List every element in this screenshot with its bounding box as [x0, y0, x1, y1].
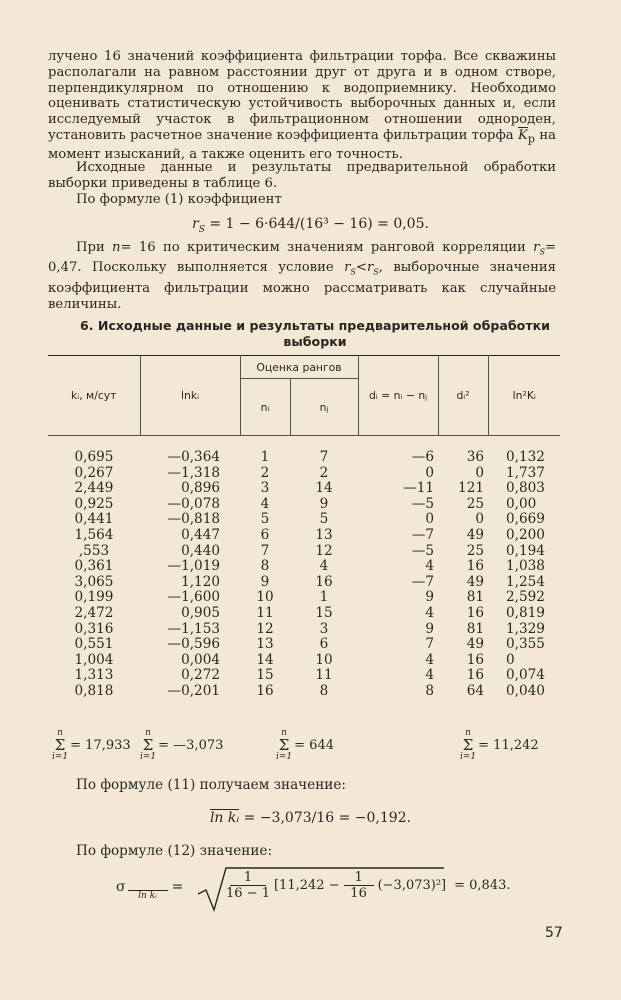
table-cell: ,553: [78, 542, 110, 559]
table-cell: 0,819: [506, 604, 545, 621]
table-cell: —5: [411, 495, 434, 512]
table-cell: 0: [425, 511, 434, 528]
table-cell: 49: [466, 636, 484, 653]
table-cell: 2: [319, 464, 329, 481]
table-cell: 121: [458, 480, 484, 497]
table-cell: 5: [260, 511, 270, 528]
table-cell: 0,803: [506, 480, 545, 497]
table-cell: 2: [260, 464, 270, 481]
table-cell: 13: [256, 636, 274, 653]
table-cell: 36: [466, 449, 484, 465]
table-cell: 7: [319, 449, 329, 465]
table-cell: 4: [260, 495, 270, 512]
header-k: kᵢ, м/сут: [48, 356, 140, 436]
sum-lnk: n Σ i=1 = —3,073: [140, 728, 224, 762]
table-cell: 4: [425, 558, 434, 575]
table-cell: 1,737: [506, 464, 545, 481]
table-cell: 14: [256, 651, 274, 668]
formula-mean-lnk: ln kᵢ = −3,073/16 = −0,192.: [209, 810, 412, 826]
table-cell: 81: [466, 589, 484, 606]
table-cell: 0,355: [506, 636, 545, 653]
table-cell: 15: [315, 604, 333, 621]
table-cell: 0,896: [181, 480, 220, 497]
table-cell: 11: [256, 604, 274, 621]
table-cell: 2,472: [74, 604, 114, 621]
table-cell: —0,364: [167, 449, 220, 465]
header-d2: dᵢ²: [438, 356, 488, 436]
table-cell: 0,440: [181, 542, 220, 559]
table-cell: 0,040: [506, 682, 545, 699]
table-cell: 0: [475, 511, 484, 528]
table-cell: —0,078: [167, 495, 220, 512]
intro-paragraph-2: Исходные данные и результаты предварительной обработки выборки приведены в таблице 6.: [48, 160, 556, 191]
table-cell: —1,318: [167, 464, 220, 481]
table-cell: —5: [411, 542, 434, 559]
table-cell: 16: [256, 682, 274, 699]
header-ln2k: ln²Kᵢ: [488, 356, 560, 436]
sum-d2: n Σ i=1 = 644: [276, 728, 334, 762]
table-cell: 9: [425, 589, 434, 606]
table-cell: 9: [260, 573, 270, 590]
table-cell: 5: [319, 511, 329, 528]
table-cell: 25: [466, 542, 484, 559]
table-cell: —1,019: [167, 558, 220, 575]
formula11-text: По формуле (11) получаем значение:: [76, 777, 346, 793]
table-cell: 49: [466, 526, 484, 543]
table-cell: —1,600: [167, 589, 220, 606]
table-cell: 12: [315, 542, 333, 559]
table-cell: 9: [425, 620, 434, 637]
table-row: [48, 544, 560, 560]
table-row: [48, 575, 560, 591]
table-caption: 6. Исходные данные и результаты предварительной обработки выборки: [79, 318, 551, 349]
table-cell: 0,695: [74, 449, 114, 465]
table-cell: —11: [403, 480, 434, 497]
table-cell: 3,065: [74, 573, 114, 590]
table-cell: 64: [466, 682, 484, 699]
table-cell: 12: [256, 620, 274, 637]
table-cell: 2,449: [74, 480, 114, 497]
table-cell: —0,818: [167, 511, 220, 528]
table-cell: 1,038: [506, 558, 545, 575]
table-cell: 0,361: [74, 558, 114, 575]
kp-subscript: р: [527, 132, 535, 146]
table-cell: 6: [260, 526, 270, 543]
table-cell: 1: [319, 589, 329, 606]
table-cell: 1,329: [506, 620, 545, 637]
table-cell: 14: [315, 480, 333, 497]
table-cell: 0: [506, 651, 515, 668]
table-cell: 3: [260, 480, 270, 497]
table-row: [48, 668, 560, 684]
table-cell: 0,00: [506, 495, 537, 512]
table-cell: 0,272: [181, 667, 220, 684]
table-cell: 1: [260, 449, 270, 465]
table-cell: 1,313: [74, 667, 114, 684]
table-cell: 0: [475, 464, 484, 481]
table-cell: 0,551: [74, 636, 114, 653]
table-row: [48, 637, 560, 653]
table-row: [48, 481, 560, 497]
header-nj: nⱼ: [290, 379, 358, 436]
table-cell: 10: [315, 651, 333, 668]
table-row: [48, 512, 560, 528]
table-cell: 6: [319, 636, 329, 653]
table-cell: 16: [466, 667, 484, 684]
header-ranks: Оценка рангов: [240, 356, 358, 379]
table-cell: 1,120: [181, 573, 220, 590]
table-cell: 25: [466, 495, 484, 512]
table-cell: 16: [315, 573, 333, 590]
page-number: 57: [545, 925, 563, 941]
table-row: [48, 497, 560, 513]
table-cell: 0,905: [181, 604, 220, 621]
table-row: [48, 528, 560, 544]
kp-symbol: $\overline{K}$: [518, 127, 528, 143]
table-cell: 0,925: [74, 495, 114, 512]
header-d: dᵢ = nᵢ − nⱼ: [358, 356, 438, 436]
table-cell: 0,200: [506, 526, 545, 543]
table-cell: —0,201: [167, 682, 220, 699]
table-row: [48, 559, 560, 575]
intro-paragraph: лучено 16 значений коэффициента фильтрации торфа. Все скважины располагали на равном расстоянии друг от друга и в одном створе, перпендикулярном по отношению к водоприемнику. Необходимо оценивать статистическую устойчивость выборочных данных и, если исследуемый участок в фильтрационном отношении однороден, установить расчетное значение коэффициента фильтрации торфа $\overline{K}_р$ на момент изысканий, а также оценить его точность.: [48, 49, 556, 163]
table-cell: 0,132: [506, 449, 545, 465]
table-cell: 10: [256, 589, 274, 606]
table-cell: 16: [466, 604, 484, 621]
table-cell: 0,447: [181, 526, 220, 543]
sum-ln2k: n Σ i=1 = 11,242: [460, 728, 539, 762]
table-cell: —6: [411, 449, 434, 465]
formula-intro-text: По формуле (1) коэффициент: [76, 192, 282, 207]
table-row: [48, 684, 560, 700]
table-cell: 4: [425, 651, 434, 668]
table-row: [48, 590, 560, 606]
table-cell: —0,596: [167, 636, 220, 653]
table-cell: 0,818: [74, 682, 114, 699]
table-cell: 15: [256, 667, 274, 684]
table-cell: 0,669: [506, 511, 545, 528]
header-ni: nᵢ: [240, 379, 290, 436]
table-cell: —7: [411, 573, 434, 590]
table-cell: 0,194: [506, 542, 545, 559]
table-cell: 11: [315, 667, 333, 684]
table-cell: 16: [466, 558, 484, 575]
formula12-text: По формуле (12) значение:: [76, 843, 273, 859]
table-row: [48, 653, 560, 669]
table-cell: 8: [425, 682, 434, 699]
table-row: [48, 450, 560, 466]
table-cell: —1,153: [167, 620, 220, 637]
table-cell: 4: [425, 604, 434, 621]
table-cell: 4: [319, 558, 329, 575]
table-cell: 2,592: [506, 589, 545, 606]
table-cell: 0,441: [74, 511, 114, 528]
table-cell: 49: [466, 573, 484, 590]
table-cell: —7: [411, 526, 434, 543]
table-cell: 13: [315, 526, 333, 543]
table-row: [48, 466, 560, 482]
formula-sigma: σ ln kᵢ = 1 16 − 1 [11,242 − 1 16 (−3,073)²] = 0,843.: [0, 866, 621, 916]
sum-k: n Σ i=1 = 17,933: [52, 728, 131, 762]
table-row: [48, 622, 560, 638]
table-cell: 7: [425, 636, 434, 653]
table-cell: 8: [319, 682, 329, 699]
table-body: [48, 436, 560, 700]
table-cell: 0,267: [74, 464, 114, 481]
table-cell: 0: [425, 464, 434, 481]
table-cell: 1,004: [74, 651, 114, 668]
table-row: [48, 606, 560, 622]
table-cell: 9: [319, 495, 329, 512]
table-cell: 0,004: [181, 651, 220, 668]
header-lnk: lnkᵢ: [140, 356, 240, 436]
table-cell: 0,074: [506, 667, 545, 684]
table-cell: 16: [466, 651, 484, 668]
table-cell: 1,254: [506, 573, 545, 590]
table-cell: 0,199: [74, 589, 114, 606]
table-cell: 0,316: [74, 620, 114, 637]
data-table: [48, 355, 560, 700]
formula-rs: $r_S = 1 - 6\cdot 644/(16^3 - 16) = 0,05$.: [192, 216, 429, 235]
critical-value-paragraph: При n= 16 по критическим значениям ранговой корреляции $r_S= 0,47$. Поскольку выполняется условие $r_S<r_S$, выборочные значения коэффициента фильтрации можно рассматривать как случайные величины.: [48, 240, 556, 312]
table-cell: 81: [466, 620, 484, 637]
table-cell: 1,564: [74, 526, 114, 543]
table-cell: 8: [260, 558, 270, 575]
table-cell: 3: [319, 620, 329, 637]
sums-row: [0, 728, 621, 768]
table-cell: 4: [425, 667, 434, 684]
table-cell: 7: [260, 542, 270, 559]
